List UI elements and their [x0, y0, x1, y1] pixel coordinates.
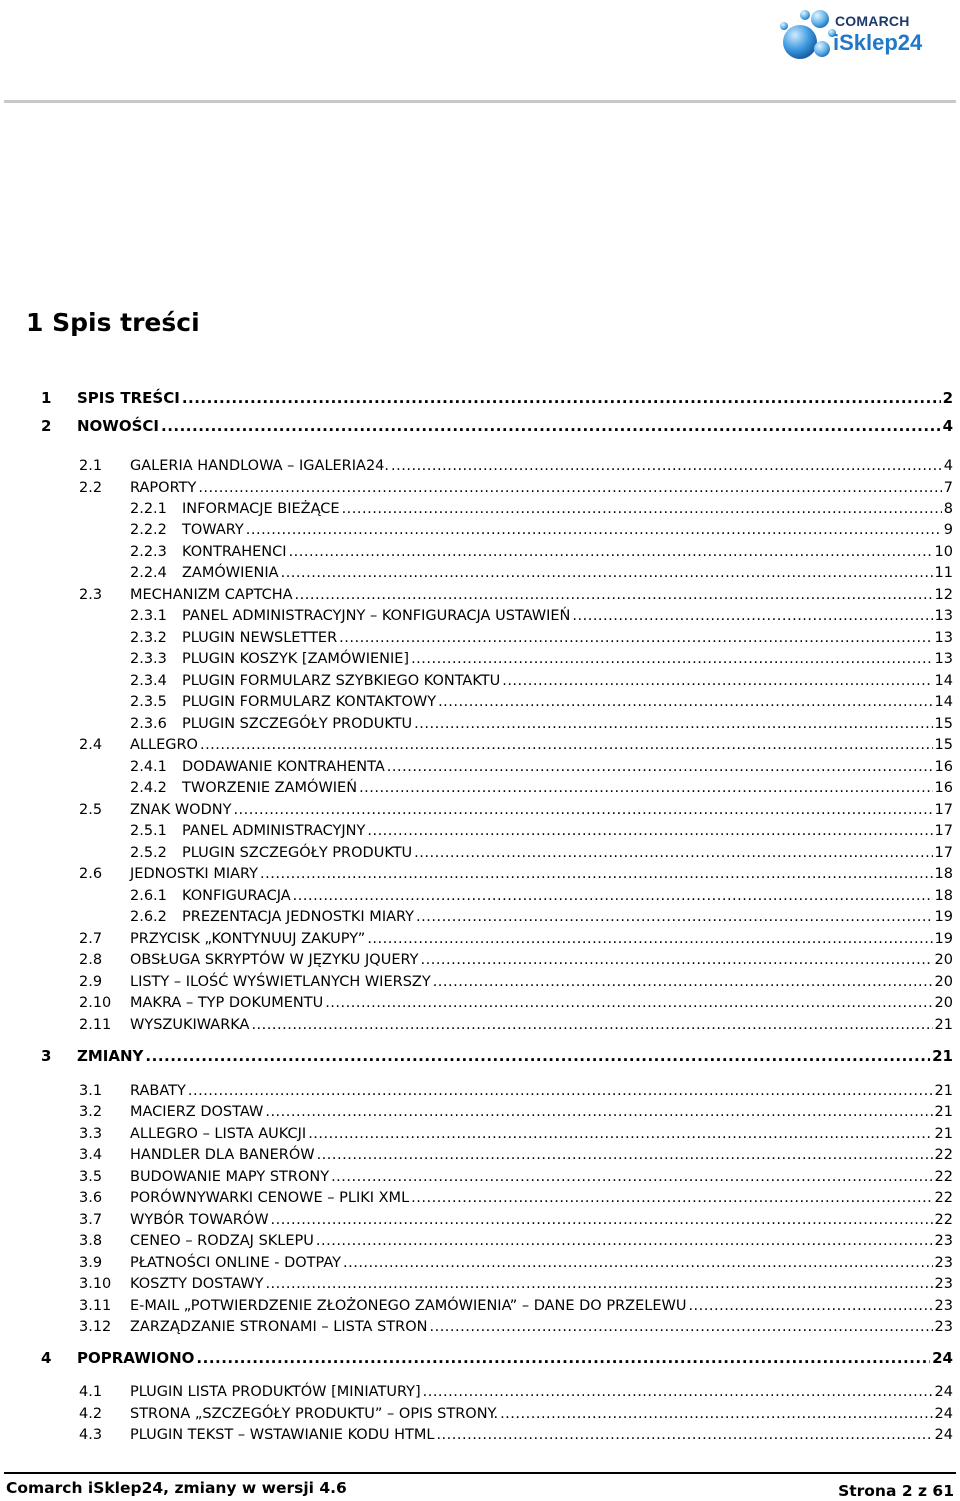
- toc-entry-number: 2.10: [79, 995, 112, 1011]
- toc-entry-number: 3.2: [79, 1104, 103, 1120]
- toc-entry-number: 3: [41, 1047, 52, 1065]
- toc-entry-page: 20: [934, 952, 953, 968]
- toc-entry[interactable]: [79, 458, 953, 474]
- toc-entry-page: 16: [934, 780, 953, 796]
- toc-entry-number: 2.11: [79, 1017, 112, 1033]
- toc-entry-title: MAKRA – TYP DOKUMENTU: [130, 995, 324, 1011]
- toc-dot-leader: [265, 1104, 932, 1120]
- toc-entry-number: 3.11: [79, 1298, 112, 1314]
- bubbles-logo-icon: [778, 6, 838, 64]
- toc-entry-page: 15: [934, 737, 953, 753]
- toc-dot-leader: [421, 952, 933, 968]
- toc-entry-title: PLUGIN SZCZEGÓŁY PRODUKTU: [182, 716, 413, 732]
- toc-dot-leader: [260, 866, 933, 882]
- toc-entry[interactable]: [130, 694, 953, 710]
- toc-dot-leader: [438, 694, 932, 710]
- toc-dot-leader: [295, 587, 933, 603]
- toc-entry-page: 4: [943, 458, 953, 474]
- toc-entry-title: POPRAWIONO: [77, 1349, 195, 1367]
- toc-entry-number: 2.3: [79, 587, 103, 603]
- toc-entry-title: STRONA „SZCZEGÓŁY PRODUKTU” – OPIS STRONY.: [130, 1406, 499, 1422]
- toc-entry-page: 21: [934, 1083, 953, 1099]
- toc-dot-leader: [429, 1319, 932, 1335]
- toc-entry-page: 9: [943, 522, 953, 538]
- toc-dot-leader: [502, 673, 932, 689]
- toc-entry-number: 1: [41, 389, 52, 407]
- toc-entry-number: 3.9: [79, 1255, 103, 1271]
- toc-dot-leader: [281, 565, 933, 581]
- toc-entry-title: CENEO – RODZAJ SKLEPU: [130, 1233, 314, 1249]
- toc-entry-number: 4: [41, 1349, 52, 1367]
- toc-entry-page: 13: [934, 651, 953, 667]
- toc-entry-page: 24: [934, 1384, 953, 1400]
- page-title: 1 Spis treści: [26, 308, 200, 337]
- toc-entry-title: ALLEGRO – LISTA AUKCJI: [130, 1126, 307, 1142]
- toc-entry-number: 2.8: [79, 952, 103, 968]
- toc-entry-title: PLUGIN TEKST – WSTAWIANIE KODU HTML: [130, 1427, 435, 1443]
- toc-dot-leader: [317, 1147, 933, 1163]
- toc-entry-page: 23: [934, 1255, 953, 1271]
- toc-entry-number: 2.4.2: [130, 780, 167, 796]
- toc-entry-number: 2.2.1: [130, 501, 167, 517]
- toc-entry-number: 2.4.1: [130, 759, 167, 775]
- toc-entry[interactable]: [130, 544, 953, 560]
- toc-entry-title: KOSZTY DOSTAWY: [130, 1276, 264, 1292]
- toc-entry-number: 3.5: [79, 1169, 103, 1185]
- toc-entry-title: ZNAK WODNY: [130, 802, 232, 818]
- toc-entry[interactable]: [130, 716, 953, 732]
- toc-entry[interactable]: [79, 480, 953, 496]
- toc-entry[interactable]: [41, 417, 953, 435]
- logo-brand-text: COMARCH: [835, 13, 910, 29]
- toc-entry[interactable]: [79, 1298, 953, 1314]
- toc-dot-leader: [688, 1298, 932, 1314]
- toc-entry-title: MECHANIZM CAPTCHA: [130, 587, 293, 603]
- toc-dot-leader: [188, 1083, 933, 1099]
- toc-dot-leader: [572, 608, 932, 624]
- toc-entry-page: 8: [943, 501, 953, 517]
- header-divider: [4, 100, 956, 103]
- toc-entry-title: KONTRAHENCI: [182, 544, 287, 560]
- toc-entry-page: 4: [942, 417, 953, 435]
- toc-entry[interactable]: [79, 587, 953, 603]
- toc-entry-number: 2.3.6: [130, 716, 167, 732]
- footer-divider: [4, 1472, 956, 1474]
- toc-entry[interactable]: [130, 651, 953, 667]
- toc-entry-number: 2.5.1: [130, 823, 167, 839]
- toc-entry[interactable]: [79, 1017, 953, 1033]
- toc-entry-page: 24: [932, 1349, 953, 1367]
- toc-entry-number: 3.10: [79, 1276, 112, 1292]
- toc-entry[interactable]: [79, 1255, 953, 1271]
- toc-entry-title: WYBÓR TOWARÓW: [130, 1212, 269, 1228]
- toc-entry-number: 4.1: [79, 1384, 103, 1400]
- toc-entry[interactable]: [79, 1169, 953, 1185]
- toc-dot-leader: [411, 651, 932, 667]
- toc-entry[interactable]: [130, 845, 953, 861]
- toc-entry-page: 11: [934, 565, 953, 581]
- toc-entry[interactable]: [79, 1233, 953, 1249]
- toc-dot-leader: [200, 737, 933, 753]
- toc-entry-title: PLUGIN NEWSLETTER: [182, 630, 338, 646]
- toc-entry-title: PLUGIN FORMULARZ KONTAKTOWY: [182, 694, 437, 710]
- toc-entry-page: 12: [934, 587, 953, 603]
- toc-entry-number: 2: [41, 417, 52, 435]
- toc-dot-leader: [198, 480, 941, 496]
- toc-dot-leader: [161, 417, 941, 435]
- toc-entry-title: BUDOWANIE MAPY STRONY: [130, 1169, 330, 1185]
- toc-dot-leader: [367, 931, 932, 947]
- toc-dot-leader: [423, 1384, 933, 1400]
- toc-entry-title: NOWOŚCI: [77, 417, 159, 435]
- toc-dot-leader: [246, 522, 942, 538]
- toc-entry-page: 21: [932, 1047, 953, 1065]
- toc-entry-page: 17: [934, 845, 953, 861]
- toc-dot-leader: [325, 995, 932, 1011]
- toc-entry[interactable]: [41, 1349, 953, 1367]
- toc-entry-page: 13: [934, 608, 953, 624]
- toc-dot-leader: [500, 1406, 932, 1422]
- toc-entry-title: RABATY: [130, 1083, 186, 1099]
- footer-page-number: Strona 2 z 61: [838, 1482, 954, 1500]
- toc-entry-number: 3.7: [79, 1212, 103, 1228]
- toc-entry[interactable]: [130, 522, 953, 538]
- toc-entry[interactable]: [130, 909, 953, 925]
- toc-entry[interactable]: [79, 1406, 953, 1422]
- toc-entry-number: 3.6: [79, 1190, 103, 1206]
- toc-dot-leader: [316, 1233, 933, 1249]
- toc-entry-title: TWORZENIE ZAMÓWIEŃ: [182, 780, 358, 796]
- toc-entry-title: JEDNOSTKI MIARY: [130, 866, 259, 882]
- toc-entry-number: 2.3.2: [130, 630, 167, 646]
- toc-dot-leader: [182, 389, 941, 407]
- toc-entry-number: 2.5.2: [130, 845, 167, 861]
- toc-entry-page: 19: [934, 931, 953, 947]
- toc-entry[interactable]: [79, 931, 953, 947]
- toc-entry-title: PANEL ADMINISTRACYJNY: [182, 823, 366, 839]
- toc-entry-page: 19: [934, 909, 953, 925]
- toc-entry[interactable]: [130, 565, 953, 581]
- toc-dot-leader: [271, 1212, 933, 1228]
- toc-entry-number: 2.3.5: [130, 694, 167, 710]
- toc-entry-page: 22: [934, 1212, 953, 1228]
- toc-entry-page: 18: [934, 888, 953, 904]
- toc-entry-number: 2.9: [79, 974, 103, 990]
- toc-entry[interactable]: [79, 1276, 953, 1292]
- toc-entry-number: 2.2: [79, 480, 103, 496]
- toc-entry-number: 3.4: [79, 1147, 103, 1163]
- toc-dot-leader: [411, 1190, 932, 1206]
- toc-dot-leader: [414, 845, 932, 861]
- toc-entry-title: HANDLER DLA BANERÓW: [130, 1147, 315, 1163]
- toc-entry-page: 20: [934, 995, 953, 1011]
- comarch-isklep24-logo: [778, 6, 954, 64]
- toc-entry-page: 22: [934, 1169, 953, 1185]
- toc-entry[interactable]: [79, 1319, 953, 1335]
- logo-product-text: iSklep24: [833, 30, 923, 55]
- toc-dot-leader: [391, 458, 942, 474]
- toc-entry[interactable]: [79, 1126, 953, 1142]
- toc-entry-title: PREZENTACJA JEDNOSTKI MIARY: [182, 909, 415, 925]
- toc-entry-title: ZAMÓWIENIA: [182, 565, 279, 581]
- toc-entry-title: ALLEGRO: [130, 737, 198, 753]
- toc-entry-page: 15: [934, 716, 953, 732]
- toc-entry[interactable]: [79, 1190, 953, 1206]
- toc-entry[interactable]: [79, 1212, 953, 1228]
- toc-entry-number: 3.1: [79, 1083, 103, 1099]
- toc-entry-page: 22: [934, 1190, 953, 1206]
- toc-entry-title: ZMIANY: [77, 1047, 144, 1065]
- toc-entry-title: OBSŁUGA SKRYPTÓW W JĘZYKU JQUERY: [130, 952, 419, 968]
- toc-entry-page: 23: [934, 1319, 953, 1335]
- toc-entry[interactable]: [130, 673, 953, 689]
- toc-entry[interactable]: [79, 866, 953, 882]
- toc-entry-number: 2.3.3: [130, 651, 167, 667]
- toc-entry-title: LISTY – ILOŚĆ WYŚWIETLANYCH WIERSZY: [130, 974, 431, 990]
- toc-entry[interactable]: [79, 1104, 953, 1120]
- toc-entry[interactable]: [79, 974, 953, 990]
- toc-entry[interactable]: [130, 608, 953, 624]
- toc-entry[interactable]: [79, 1427, 953, 1443]
- toc-dot-leader: [343, 1255, 933, 1271]
- toc-entry-page: 23: [934, 1276, 953, 1292]
- toc-dot-leader: [265, 1276, 932, 1292]
- toc-dot-leader: [433, 974, 933, 990]
- toc-entry-page: 21: [934, 1126, 953, 1142]
- toc-entry[interactable]: [130, 759, 953, 775]
- toc-dot-leader: [293, 888, 933, 904]
- toc-entry-number: 2.2.4: [130, 565, 167, 581]
- toc-entry-title: E-MAIL „POTWIERDZENIE ZŁOŻONEGO ZAMÓWIENIA” – DANE DO PRZELEWU: [130, 1298, 687, 1314]
- toc-entry[interactable]: [79, 952, 953, 968]
- toc-entry[interactable]: [41, 389, 953, 407]
- toc-entry[interactable]: [79, 737, 953, 753]
- toc-entry-number: 2.6.2: [130, 909, 167, 925]
- toc-entry[interactable]: [79, 1083, 953, 1099]
- toc-entry-title: GALERIA HANDLOWA – IGALERIA24.: [130, 458, 390, 474]
- toc-entry[interactable]: [79, 1147, 953, 1163]
- toc-dot-leader: [436, 1427, 932, 1443]
- toc-entry-number: 2.4: [79, 737, 103, 753]
- toc-dot-leader: [196, 1349, 930, 1367]
- toc-dot-leader: [367, 823, 932, 839]
- toc-entry-page: 24: [934, 1427, 953, 1443]
- toc-entry-page: 24: [934, 1406, 953, 1422]
- toc-dot-leader: [414, 716, 932, 732]
- toc-entry[interactable]: [130, 501, 953, 517]
- toc-entry-title: PLUGIN FORMULARZ SZYBKIEGO KONTAKTU: [182, 673, 501, 689]
- footer-document-title: Comarch iSklep24, zmiany w wersji 4.6: [6, 1479, 347, 1497]
- toc-entry-number: 2.3.4: [130, 673, 167, 689]
- toc-entry-title: MACIERZ DOSTAW: [130, 1104, 264, 1120]
- toc-entry-page: 20: [934, 974, 953, 990]
- toc-entry-number: 3.12: [79, 1319, 112, 1335]
- toc-entry-number: 2.1: [79, 458, 103, 474]
- toc-entry-page: 18: [934, 866, 953, 882]
- toc-entry-page: 14: [934, 694, 953, 710]
- toc-dot-leader: [387, 759, 933, 775]
- toc-entry-page: 14: [934, 673, 953, 689]
- toc-dot-leader: [359, 780, 932, 796]
- toc-entry-number: 3.3: [79, 1126, 103, 1142]
- toc-entry-page: 21: [934, 1104, 953, 1120]
- toc-entry-title: PANEL ADMINISTRACYJNY – KONFIGURACJA USTAWIEŃ: [182, 608, 571, 624]
- toc-dot-leader: [342, 501, 942, 517]
- toc-dot-leader: [289, 544, 933, 560]
- toc-entry-number: 2.2.3: [130, 544, 167, 560]
- toc-entry-page: 2: [942, 389, 953, 407]
- toc-entry-title: PŁATNOŚCI ONLINE - DOTPAY: [130, 1255, 341, 1271]
- toc-entry[interactable]: [41, 1047, 953, 1065]
- toc-dot-leader: [251, 1017, 932, 1033]
- toc-entry-page: 10: [934, 544, 953, 560]
- toc-entry-page: 17: [934, 823, 953, 839]
- toc-entry[interactable]: [79, 1384, 953, 1400]
- toc-entry-page: 16: [934, 759, 953, 775]
- toc-entry-title: PLUGIN SZCZEGÓŁY PRODUKTU: [182, 845, 413, 861]
- toc-entry-title: ZARZĄDZANIE STRONAMI – LISTA STRON: [130, 1319, 428, 1335]
- toc-entry[interactable]: [130, 823, 953, 839]
- toc-entry-title: INFORMACJE BIEŻĄCE: [182, 501, 340, 517]
- toc-entry-page: 22: [934, 1147, 953, 1163]
- toc-entry-number: 2.6: [79, 866, 103, 882]
- toc-entry-title: PLUGIN LISTA PRODUKTÓW [MINIATURY]: [130, 1384, 421, 1400]
- toc-entry-title: PRZYCISK „KONTYNUUJ ZAKUPY”: [130, 931, 366, 947]
- toc-entry-title: PLUGIN KOSZYK [ZAMÓWIENIE]: [182, 651, 410, 667]
- toc-entry-page: 23: [934, 1233, 953, 1249]
- toc-entry[interactable]: [130, 630, 953, 646]
- toc-entry-number: 3.8: [79, 1233, 103, 1249]
- toc-entry-title: PORÓWNYWARKI CENOWE – PLIKI XML: [130, 1190, 410, 1206]
- toc-dot-leader: [339, 630, 932, 646]
- toc-dot-leader: [416, 909, 933, 925]
- toc-entry-number: 4.2: [79, 1406, 103, 1422]
- toc-entry-number: 2.3.1: [130, 608, 167, 624]
- toc-entry-number: 2.6.1: [130, 888, 167, 904]
- toc-entry[interactable]: [130, 888, 953, 904]
- toc-entry-number: 2.5: [79, 802, 103, 818]
- toc-entry-number: 4.3: [79, 1427, 103, 1443]
- toc-dot-leader: [145, 1047, 930, 1065]
- toc-entry-page: 23: [934, 1298, 953, 1314]
- toc-entry[interactable]: [79, 802, 953, 818]
- toc-entry-title: KONFIGURACJA: [182, 888, 291, 904]
- toc-dot-leader: [233, 802, 932, 818]
- toc-entry-title: DODAWANIE KONTRAHENTA: [182, 759, 385, 775]
- toc-dot-leader: [308, 1126, 932, 1142]
- toc-entry-title: RAPORTY: [130, 480, 197, 496]
- toc-entry-page: 17: [934, 802, 953, 818]
- toc-entry[interactable]: [79, 995, 953, 1011]
- toc-dot-leader: [331, 1169, 932, 1185]
- toc-entry-title: SPIS TREŚCI: [77, 389, 180, 407]
- toc-entry[interactable]: [130, 780, 953, 796]
- toc-entry-page: 21: [934, 1017, 953, 1033]
- toc-entry-title: TOWARY: [182, 522, 244, 538]
- toc-entry-number: 2.2.2: [130, 522, 167, 538]
- toc-entry-page: 13: [934, 630, 953, 646]
- toc-entry-page: 7: [943, 480, 953, 496]
- toc-entry-number: 2.7: [79, 931, 103, 947]
- toc-entry-title: WYSZUKIWARKA: [130, 1017, 250, 1033]
